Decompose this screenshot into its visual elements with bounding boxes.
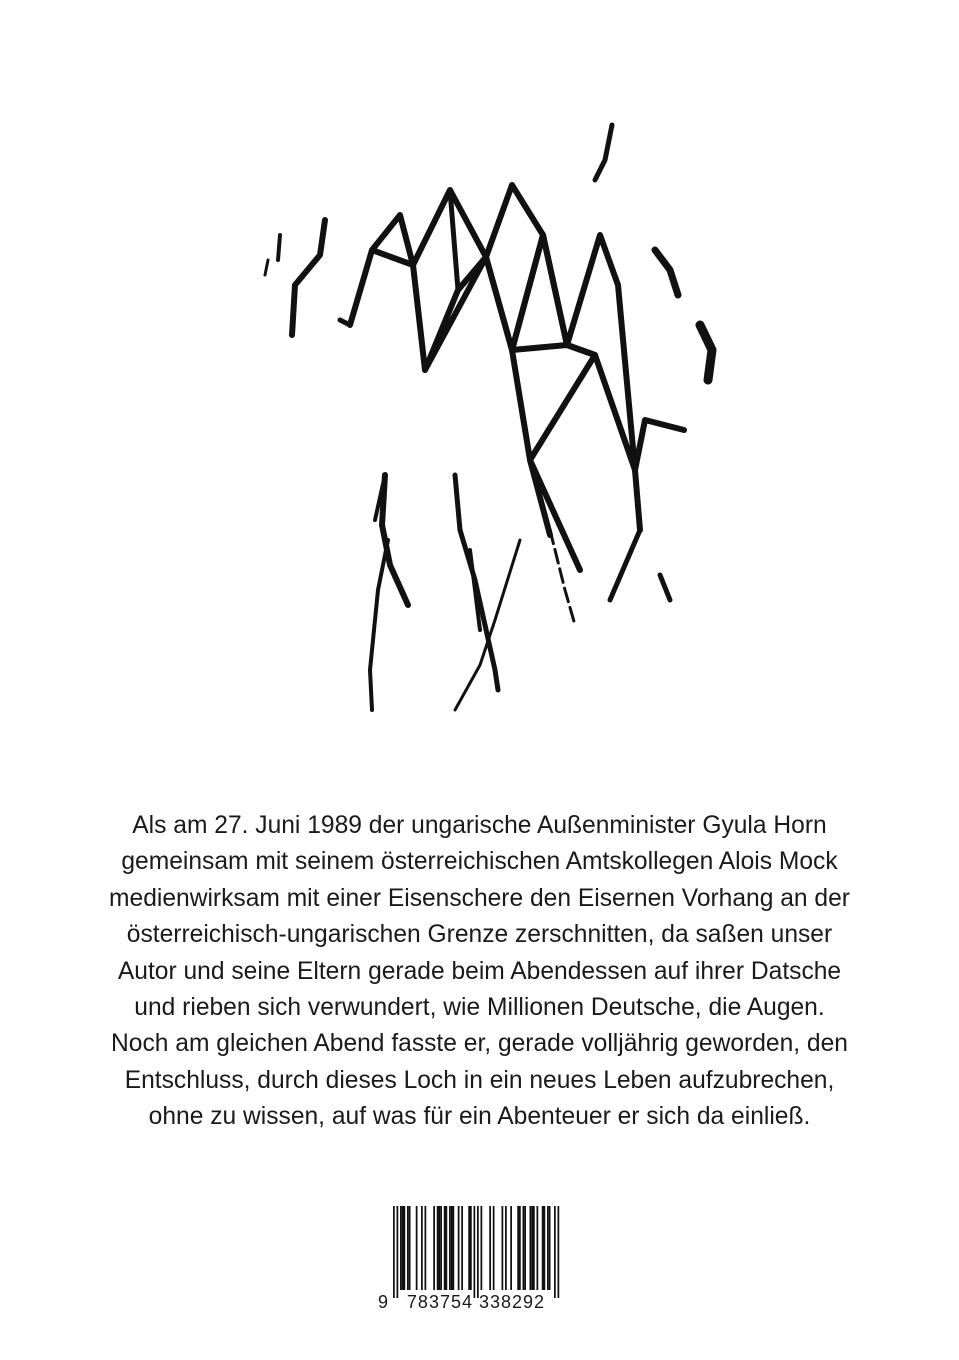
barcode-bar	[437, 1206, 439, 1290]
barcode-bar	[402, 1206, 404, 1290]
back-cover-blurb	[60, 808, 899, 1136]
barcode-bar	[533, 1206, 535, 1290]
barcode-bar	[547, 1206, 549, 1290]
barcode-bar	[407, 1206, 409, 1290]
barcode-bar	[468, 1206, 470, 1290]
blurb-line: Als am 27. Juni 1989 der ungarische Außenminister Gyula Horn	[132, 812, 827, 839]
blurb-line: Noch am gleichen Abend fasste er, gerade volljährig geworden, den	[111, 1030, 848, 1058]
blurb-line: Entschluss, durch dieses Loch in ein neues Leben aufzubrechen,	[124, 1066, 835, 1094]
barcode-bar	[474, 1206, 476, 1298]
blurb-line: Autor und seine Eltern gerade beim Abendessen auf ihrer Datsche	[117, 957, 842, 985]
barcode-bar	[502, 1206, 504, 1290]
blurb-line: gemeinsam mit seinem österreichischen Amtskollegen Alois Mock	[121, 848, 838, 876]
barcode-bar	[433, 1206, 435, 1290]
blurb-line: österreichisch-ungarischen Grenze zerschnitten, da saßen unser	[126, 921, 833, 949]
barcode-lead-digit: 9	[378, 1292, 389, 1312]
barcode-bar	[558, 1206, 560, 1298]
barcode-bar	[451, 1206, 453, 1290]
barcode-bar	[453, 1206, 455, 1290]
fence-wire-mesh-icon	[250, 110, 730, 730]
barcode-bar	[440, 1206, 442, 1290]
barcode-bar	[554, 1206, 556, 1298]
barcode-bar	[517, 1206, 519, 1290]
barcode-bar	[510, 1206, 512, 1290]
barcode-digits: 783754 338292	[406, 1292, 546, 1312]
barcode-bar	[493, 1206, 495, 1290]
barcode-bar	[489, 1206, 491, 1290]
barcode-bar	[542, 1206, 544, 1290]
barcode-bar	[549, 1206, 551, 1290]
barcode-bar	[531, 1206, 533, 1290]
blurb-line: ohne zu wissen, auf was für ein Abenteuer er sich da einließ.	[148, 1103, 811, 1131]
barcode-bar	[481, 1206, 483, 1290]
barcode-bar	[416, 1206, 418, 1290]
barcode-bar	[446, 1206, 448, 1290]
isbn-barcode	[376, 1204, 560, 1314]
barcode-bar	[404, 1206, 406, 1290]
barcode-bar	[393, 1206, 395, 1298]
barcode-bar	[530, 1206, 532, 1290]
barcode-bar	[523, 1206, 525, 1290]
barcode-bar	[397, 1206, 399, 1298]
barcode-bar	[519, 1206, 521, 1290]
barcode-bar	[400, 1206, 402, 1290]
barcode-bar	[544, 1206, 546, 1290]
barcode-bar	[439, 1206, 441, 1290]
barcode-bar	[470, 1206, 472, 1290]
barcode-bar	[409, 1206, 411, 1290]
barcode-bar	[537, 1206, 539, 1290]
barcode-bar	[458, 1206, 460, 1290]
barcode-bar	[524, 1206, 526, 1290]
barcode-bar	[505, 1206, 507, 1290]
barcode-bar	[477, 1206, 479, 1298]
barcode-bar	[444, 1206, 446, 1290]
barcode-bar	[425, 1206, 427, 1290]
barcode-bar	[421, 1206, 423, 1290]
blurb-line: medienwirksam mit einer Eisenschere den Eisernen Vorhang an der	[109, 884, 850, 912]
barcode-bar	[449, 1206, 451, 1290]
blurb-line: und rieben sich verwundert, wie Millionen Deutsche, die Augen.	[134, 994, 825, 1022]
barcode-bar	[461, 1206, 463, 1290]
